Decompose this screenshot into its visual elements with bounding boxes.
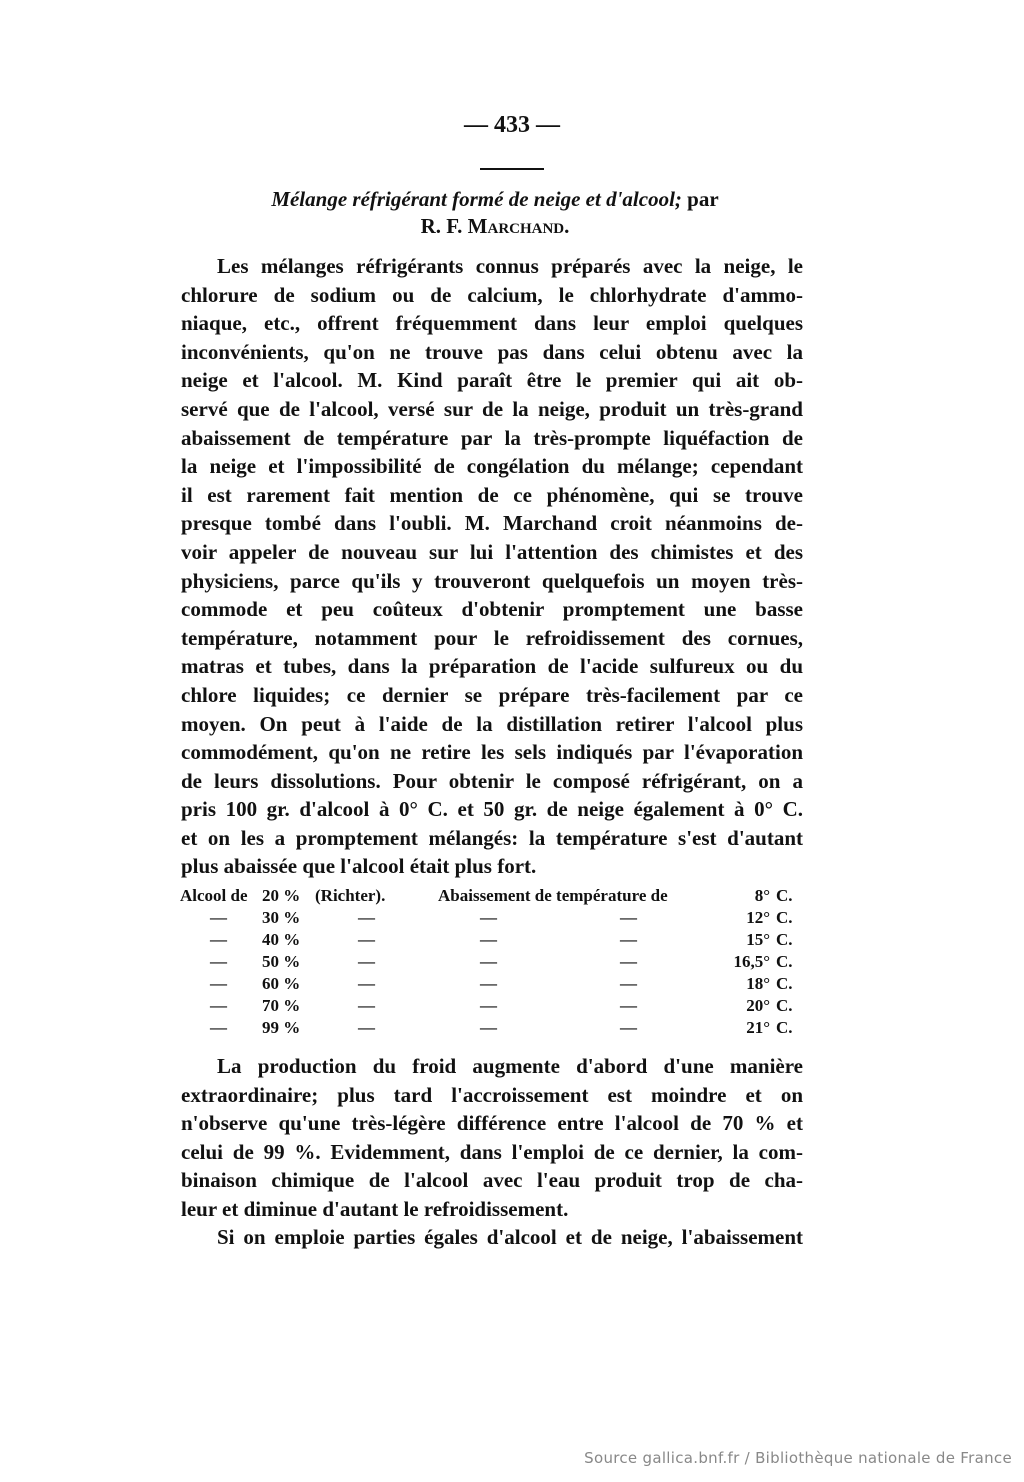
row-value: 15° bbox=[746, 930, 770, 949]
text-line: physiciens, parce qu'ils y trouveront quelquefois un moyen très- bbox=[181, 568, 803, 593]
article-title: Mélange réfrigérant formé de neige et d'alcool; bbox=[271, 187, 682, 211]
text-line: il est rarement fait mention de ce phénomène, qui se trouve bbox=[181, 482, 803, 507]
text-line: celui de 99 %. Evidemment, dans l'emploi de ce dernier, la com- bbox=[181, 1139, 803, 1164]
ditto-mark: — bbox=[358, 952, 375, 971]
text-line: pris 100 gr. d'alcool à 0° C. et 50 gr. de neige également à 0° C. bbox=[181, 797, 803, 822]
ditto-mark: — bbox=[210, 930, 227, 949]
ditto-mark: — bbox=[620, 996, 637, 1015]
ditto-mark: — bbox=[210, 974, 227, 993]
ditto-mark: — bbox=[620, 930, 637, 949]
ditto-mark: — bbox=[480, 974, 497, 993]
text-line: commode et peu coûteux d'obtenir promptement une basse bbox=[181, 597, 803, 622]
text-line: de leurs dissolutions. Pour obtenir le composé réfrigérant, on a bbox=[181, 768, 803, 793]
ditto-mark: — bbox=[480, 952, 497, 971]
article-title-block bbox=[180, 186, 810, 240]
ditto-mark: — bbox=[480, 930, 497, 949]
text-line: binaison chimique de l'alcool avec l'eau produit trop de cha- bbox=[181, 1168, 803, 1193]
ditto-mark: — bbox=[358, 908, 375, 927]
row-value: 18° bbox=[746, 974, 770, 993]
results-table bbox=[180, 886, 796, 1040]
text-line: abaissement de température par la très-prompte liquéfaction de bbox=[181, 425, 803, 450]
ditto-mark: — bbox=[358, 930, 375, 949]
text-line: servé que de l'alcool, versé sur de la neige, produit un très-grand bbox=[181, 396, 803, 421]
row-value: 21° bbox=[746, 1018, 770, 1037]
ditto-mark: — bbox=[620, 908, 637, 927]
ditto-mark: — bbox=[210, 908, 227, 927]
row-unit: C. bbox=[776, 1018, 793, 1037]
text-line: et on les a promptement mélangés: la température s'est d'autant bbox=[181, 825, 803, 850]
row-unit: C. bbox=[776, 952, 793, 971]
ditto-mark: — bbox=[620, 952, 637, 971]
table-row bbox=[180, 930, 796, 952]
text-line: Si on emploie parties égales d'alcool et de neige, l'abaissement bbox=[217, 1225, 803, 1249]
row-value: 12° bbox=[746, 908, 770, 927]
row-pct: 40 % bbox=[262, 930, 301, 949]
ditto-mark: — bbox=[358, 974, 375, 993]
row-pct: 60 % bbox=[262, 974, 301, 993]
text-line: niaque, etc., offrent fréquemment dans leur emploi quelques bbox=[181, 311, 803, 336]
article-author: R. F. Marchand. bbox=[420, 214, 570, 238]
row-value: 16,5° bbox=[733, 952, 770, 971]
article-title-by: par bbox=[687, 187, 719, 211]
row-unit: C. bbox=[776, 974, 793, 993]
ditto-mark: — bbox=[480, 908, 497, 927]
row-unit: C. bbox=[776, 908, 793, 927]
ditto-mark: — bbox=[620, 974, 637, 993]
text-line: commodément, qu'on ne retire les sels indiqués par l'évaporation bbox=[181, 740, 803, 765]
ditto-mark: — bbox=[358, 1018, 375, 1037]
table-value: 8° bbox=[754, 886, 770, 905]
text-line: inconvénients, qu'on ne trouve pas dans celui obtenu avec la bbox=[181, 339, 803, 364]
table-unit: C. bbox=[776, 886, 793, 905]
ditto-mark: — bbox=[358, 996, 375, 1015]
text-line: Les mélanges réfrigérants connus préparés avec la neige, le bbox=[217, 254, 803, 278]
table-row bbox=[180, 996, 796, 1018]
table-row bbox=[180, 908, 796, 930]
text-line: température, notamment pour le refroidissement des cornues, bbox=[181, 625, 803, 650]
table-source: (Richter). bbox=[315, 886, 386, 905]
table-header-row bbox=[180, 886, 796, 908]
paragraph-2 bbox=[181, 1052, 803, 1224]
text-line: leur et diminue d'autant le refroidissement. bbox=[181, 1196, 569, 1221]
text-line: matras et tubes, dans la préparation de l'acide sulfureux ou du bbox=[181, 654, 803, 679]
text-line: chlorure de sodium ou de calcium, le chlorhydrate d'ammo- bbox=[181, 282, 803, 307]
text-line: neige et l'alcool. M. Kind paraît être le premier qui ait ob- bbox=[181, 368, 803, 393]
ditto-mark: — bbox=[210, 952, 227, 971]
text-line: voir appeler de nouveau sur lui l'attention des chimistes et des bbox=[181, 539, 803, 564]
ditto-mark: — bbox=[480, 1018, 497, 1037]
row-unit: C. bbox=[776, 996, 793, 1015]
text-line: plus abaissée que l'alcool était plus fort. bbox=[181, 854, 537, 879]
row-pct: 30 % bbox=[262, 908, 301, 927]
table-row bbox=[180, 952, 796, 974]
text-line: extraordinaire; plus tard l'accroissement est moindre et on bbox=[181, 1082, 803, 1107]
row-pct: 70 % bbox=[262, 996, 301, 1015]
text-line: chlore liquides; ce dernier se prépare très-facilement par ce bbox=[181, 682, 803, 707]
ditto-mark: — bbox=[480, 996, 497, 1015]
text-line: presque tombé dans l'oubli. M. Marchand croit néanmoins de- bbox=[181, 511, 803, 536]
page-number: — 433 — bbox=[464, 112, 560, 138]
source-footer: Source gallica.bnf.fr / Bibliothèque nationale de France bbox=[584, 1449, 1012, 1467]
table-desc: Abaissement de température de bbox=[438, 886, 668, 905]
table-label: Alcool de bbox=[180, 886, 248, 905]
table-row bbox=[180, 1018, 796, 1040]
ditto-mark: — bbox=[210, 1018, 227, 1037]
paragraph-3 bbox=[181, 1223, 803, 1252]
row-pct: 99 % bbox=[262, 1018, 301, 1037]
table-pct: 20 % bbox=[262, 886, 301, 905]
table-row bbox=[180, 974, 796, 996]
paragraph-1 bbox=[181, 252, 803, 881]
ditto-mark: — bbox=[620, 1018, 637, 1037]
text-line: moyen. On peut à l'aide de la distillation retirer l'alcool plus bbox=[181, 711, 803, 736]
row-unit: C. bbox=[776, 930, 793, 949]
row-pct: 50 % bbox=[262, 952, 301, 971]
title-rule bbox=[480, 168, 544, 170]
ditto-mark: — bbox=[210, 996, 227, 1015]
text-line: la neige et l'impossibilité de congélation du mélange; cependant bbox=[181, 454, 803, 479]
text-line: La production du froid augmente d'abord d'une manière bbox=[217, 1054, 803, 1078]
text-line: n'observe qu'une très-légère différence entre l'alcool de 70 % et bbox=[181, 1111, 803, 1136]
row-value: 20° bbox=[746, 996, 770, 1015]
